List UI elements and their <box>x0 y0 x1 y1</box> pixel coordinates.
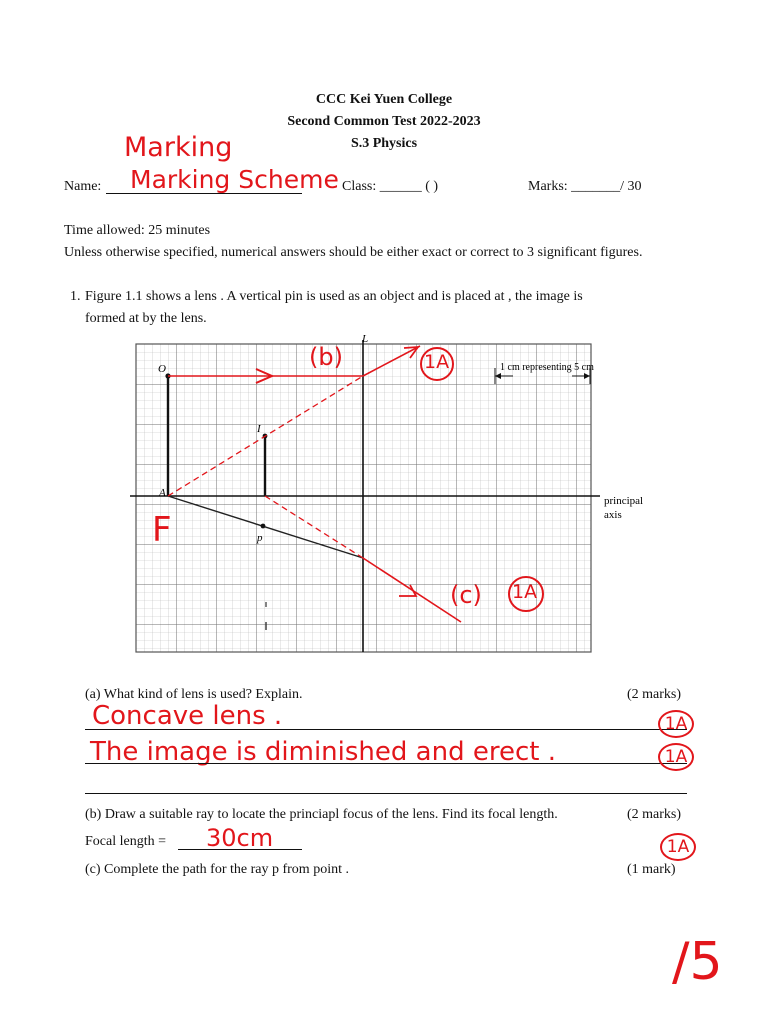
annotation-c: (c) <box>450 581 482 609</box>
label-A: A <box>159 487 166 499</box>
point-p <box>261 524 266 529</box>
instruction-rule: Unless otherwise specified, numerical answers should be either exact or correct to 3 significant figures. <box>64 245 643 260</box>
part-b-question: (b) Draw a suitable ray to locate the princiapl focus of the lens. Find its focal length. <box>85 807 558 822</box>
time-allowed: Time allowed: 25 minutes <box>64 223 211 238</box>
total-score: /5 <box>672 932 723 992</box>
answer-line-3 <box>85 793 687 794</box>
axis-label-axis: axis <box>604 509 622 521</box>
class-label: Class: ______ ( ) <box>342 179 439 194</box>
question-stem-line1: Figure 1.1 shows a lens . A vertical pin is used as an object and is placed at , the image is <box>85 289 583 304</box>
question-number: 1. <box>70 289 81 304</box>
marking-handwriting: Marking <box>124 132 233 163</box>
annotation-1A-c: 1A <box>512 581 538 603</box>
answer-line-2 <box>85 763 687 764</box>
part-c-marks: (1 mark) <box>627 862 676 877</box>
name-label: Name: <box>64 179 102 194</box>
part-a-question: (a) What kind of lens is used? Explain. <box>85 687 303 702</box>
lens-figure <box>130 330 644 655</box>
part-b-mark: 1A <box>660 833 696 861</box>
part-c-question: (c) Complete the path for the ray p from point . <box>85 862 349 877</box>
annotation-b: (b) <box>309 343 343 371</box>
part-a-mark-1: 1A <box>658 710 694 738</box>
label-I: I <box>257 423 261 435</box>
marks-label: Marks: _______/ 30 <box>528 179 642 194</box>
subject-title: S.3 Physics <box>350 136 418 151</box>
school-name: CCC Kei Yuen College <box>315 92 453 107</box>
focal-length-label: Focal length = <box>85 834 166 849</box>
question-stem-line2: formed at by the lens. <box>85 311 207 326</box>
axis-label-principal: principal <box>604 495 644 507</box>
name-value: Marking Scheme <box>130 165 339 194</box>
test-title: Second Common Test 2022-2023 <box>287 114 481 129</box>
label-L: L <box>362 333 369 345</box>
label-p: p <box>257 532 263 544</box>
answer-line-1 <box>85 729 687 730</box>
focal-length-value: 30cm <box>206 824 274 852</box>
annotation-F: F <box>152 510 172 550</box>
part-a-marks: (2 marks) <box>627 687 682 702</box>
scale-note: 1 cm representing 5 cm <box>500 362 594 373</box>
annotation-1A-b: 1A <box>424 351 450 373</box>
part-b-marks: (2 marks) <box>627 807 682 822</box>
part-a-answer-line1: Concave lens . <box>92 701 283 731</box>
part-a-mark-2: 1A <box>658 743 694 771</box>
label-O: O <box>158 363 166 375</box>
part-a-answer-line2: The image is diminished and erect . <box>90 737 556 767</box>
